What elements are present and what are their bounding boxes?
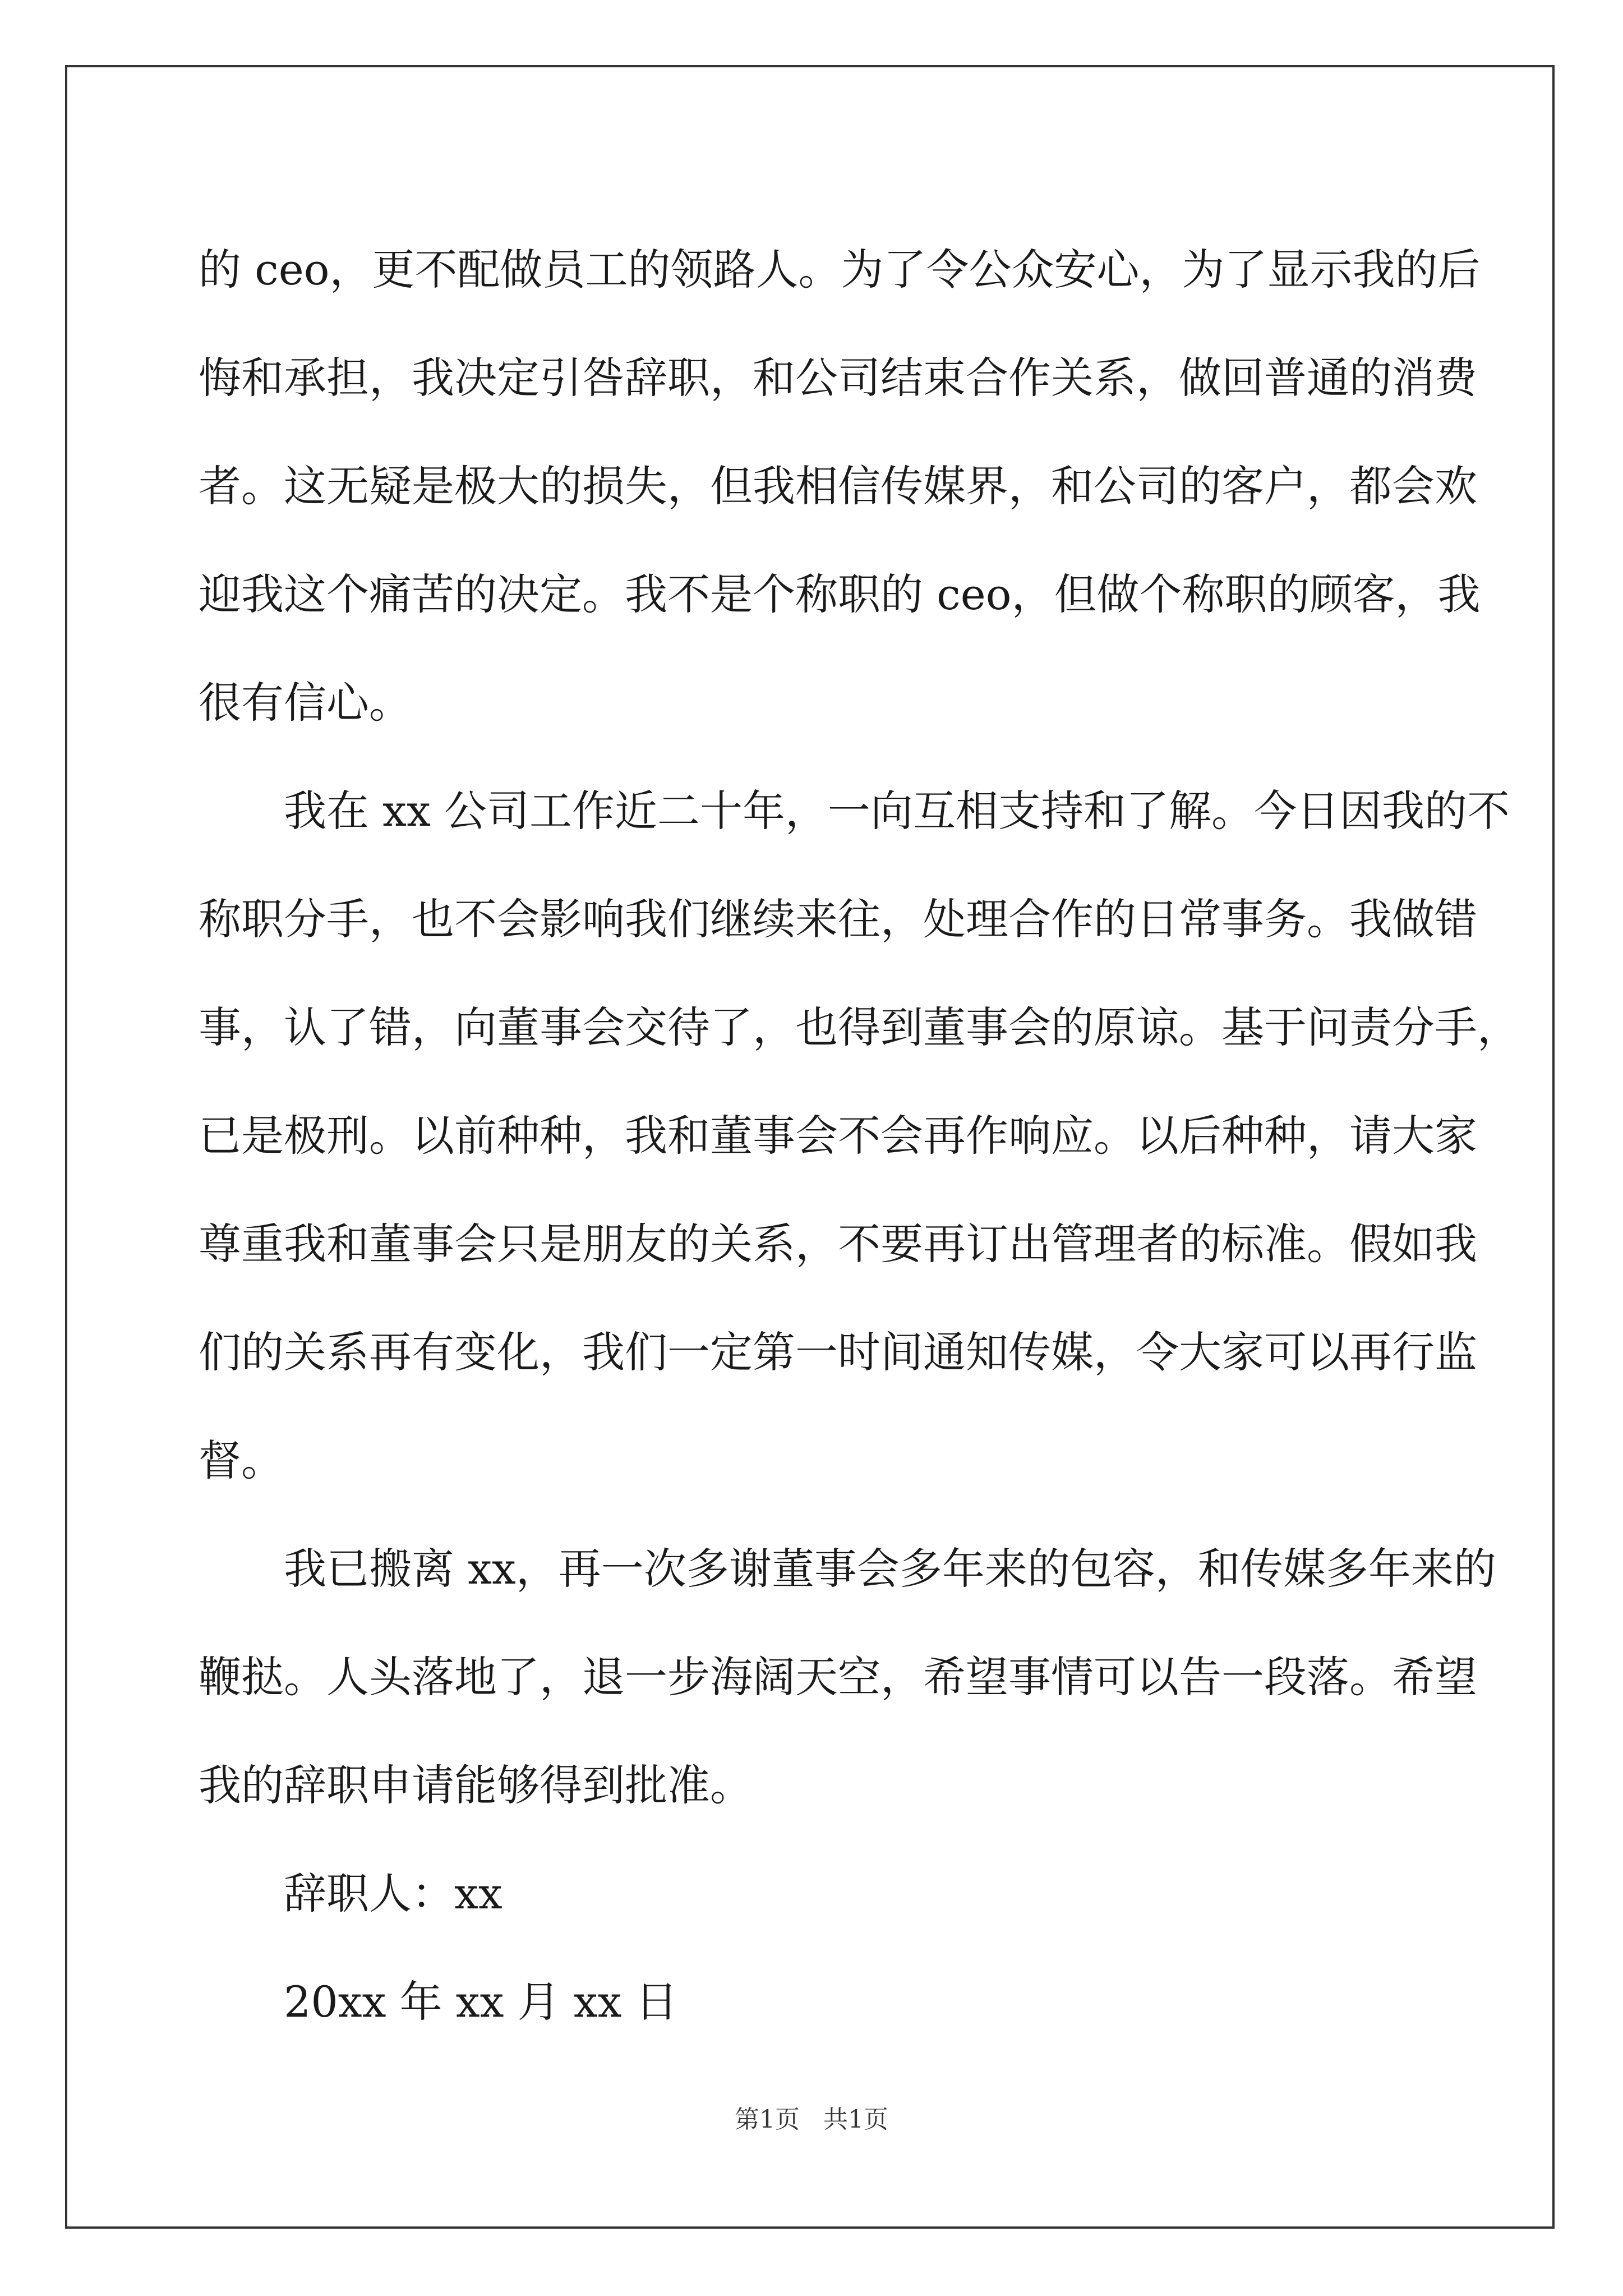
text-line: 辞职人：xx (284, 1869, 502, 1918)
page-number-footer: 第1页 共1页 (735, 2105, 888, 2134)
paragraph-3 (199, 1515, 1496, 1839)
text-line: 我的辞职申请能够得到批准。 (199, 1760, 753, 1810)
paragraph-1 (199, 215, 1481, 757)
date-line (199, 1948, 1435, 2056)
text-line: 事，认了错，向董事会交待了，也得到董事会的原谅。基于问责分手， (199, 1002, 1520, 1052)
text-line: 已是极刑。以前种种，我和董事会不会再作响应。以后种种，请大家 (199, 1111, 1477, 1161)
text-line: 迎我这个痛苦的决定。我不是个称职的 ceo，但做个称职的顾客，我 (199, 569, 1481, 619)
text-line: 尊重我和董事会只是朋友的关系，不要再订出管理者的标准。假如我 (199, 1219, 1477, 1269)
paragraph-2 (199, 757, 1520, 1515)
text-line: 称职分手，也不会影响我们继续来往，处理合作的日常事务。我做错 (199, 894, 1477, 944)
text-line: 我已搬离 xx，再一次多谢董事会多年来的包容，和传媒多年来的 (284, 1544, 1496, 1594)
text-line: 的 ceo，更不配做员工的领路人。为了令公众安心，为了显示我的后 (199, 245, 1481, 295)
text-line: 悔和承担，我决定引咎辞职，和公司结束合作关系，做回普通的消费 (199, 353, 1477, 403)
text-line: 们的关系再有变化，我们一定第一时间通知传媒，令大家可以再行监 (199, 1327, 1477, 1377)
text-line: 鞭挞。人头落地了，退一步海阔天空，希望事情可以告一段落。希望 (199, 1652, 1477, 1702)
document-body (199, 215, 1520, 2056)
text-line: 者。这无疑是极大的损失，但我相信传媒界，和公司的客户，都会欢 (199, 461, 1477, 511)
signature-line (199, 1839, 1435, 1948)
text-line: 很有信心。 (199, 678, 412, 728)
text-line: 督。 (199, 1435, 284, 1485)
text-line: 20xx 年 xx 月 xx 日 (284, 1977, 678, 2027)
text-line: 我在 xx 公司工作近二十年，一向互相支持和了解。今日因我的不 (284, 786, 1510, 836)
